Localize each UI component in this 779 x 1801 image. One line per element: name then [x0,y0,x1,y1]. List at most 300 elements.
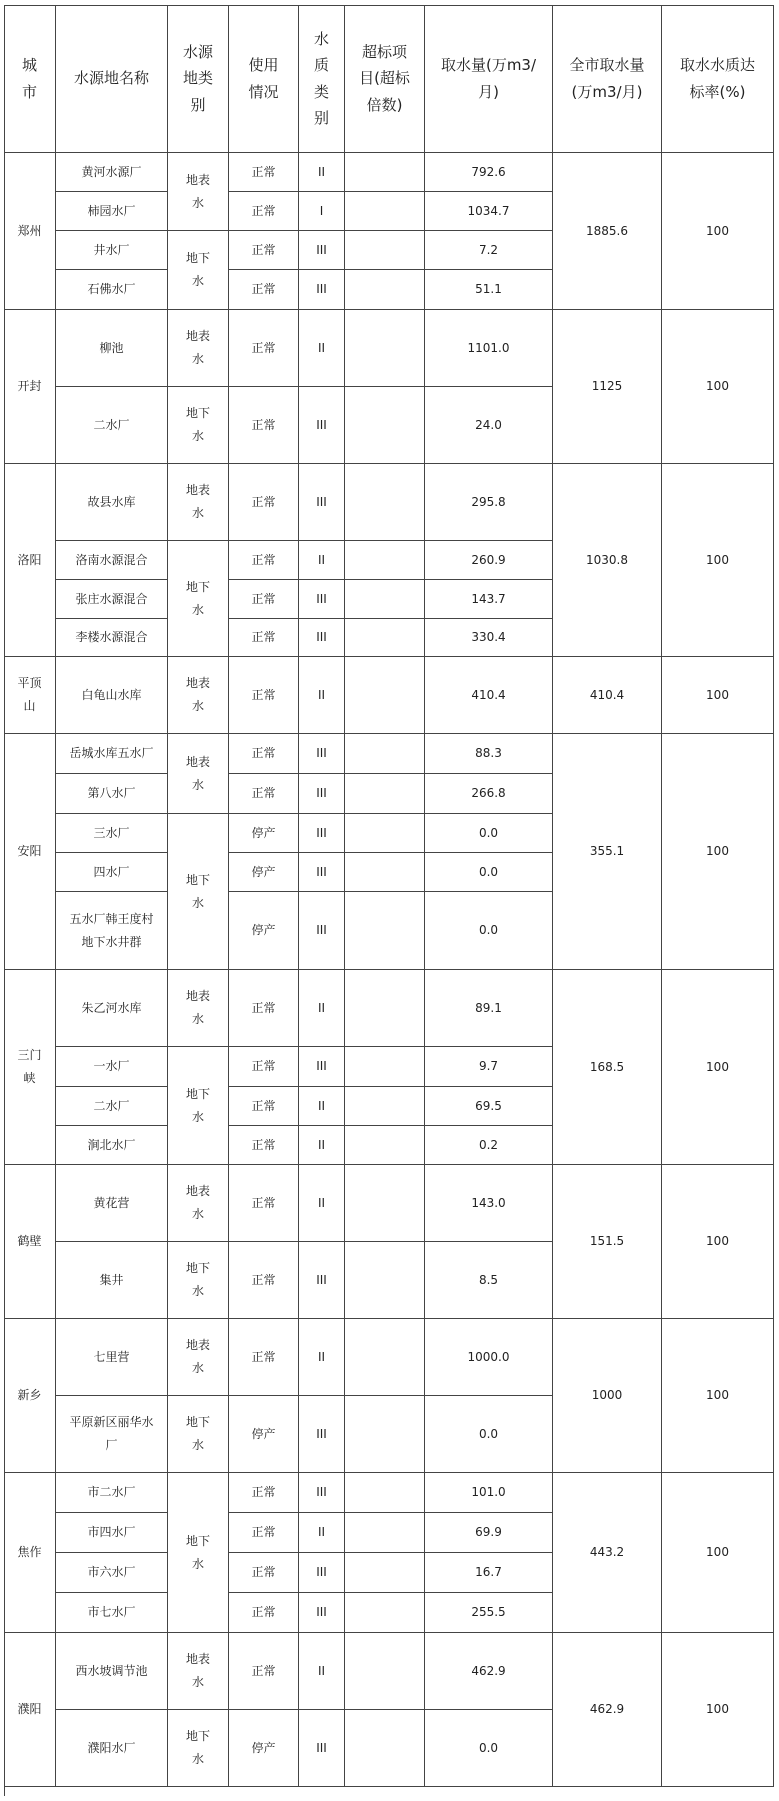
source-name-text: 朱乙河水库 [81,1000,142,1015]
water-quality-class-text: III [316,1740,327,1755]
exceed-items [345,1242,425,1319]
water-quality-class-text: III [316,825,327,840]
water-quality-class-text: III [316,630,327,645]
source-name-text: 平原新区丽华水 厂 [69,1415,154,1452]
usage-status-text: 正常 [251,1098,276,1113]
exceed-items [345,1087,425,1126]
intake-volume-text: 143.7 [471,591,506,606]
usage-status [229,734,299,774]
usage-status [229,1087,299,1126]
intake-volume [425,1553,553,1593]
intake-volume [425,541,553,580]
water-quality-class [299,1710,345,1787]
intake-volume-text: 330.4 [471,630,506,645]
source-name [56,1553,168,1593]
compliance-rate [662,464,774,657]
intake-volume [425,619,553,657]
water-quality-class-text: III [316,1059,327,1074]
usage-status-text: 正常 [251,687,276,702]
source-type-text: 地下 水 [185,579,210,617]
usage-status [229,774,299,814]
exceed-items [345,814,425,853]
water-quality-class [299,464,345,541]
city-name-text: 郑州 [17,223,42,238]
source-type [168,970,229,1047]
usage-status [229,541,299,580]
water-quality-class [299,853,345,892]
usage-status-text: 正常 [251,282,276,297]
exceed-items [345,774,425,814]
exceed-items [345,1319,425,1396]
source-name [56,192,168,231]
source-type [168,1165,229,1242]
water-quality-class-text: II [317,1098,326,1113]
intake-volume-text: 51.1 [475,282,502,297]
city-total-intake [553,970,662,1165]
intake-volume-text: 24.0 [475,417,502,432]
intake-volume-text: 0.0 [478,825,499,840]
usage-status-text: 正常 [251,1349,276,1364]
water-quality-class [299,192,345,231]
source-name [56,1165,168,1242]
city-name [4,464,56,657]
source-name-text: 七里营 [93,1349,130,1364]
usage-status-text: 正常 [251,786,276,801]
compliance-rate [662,734,774,970]
usage-status-text: 正常 [251,1525,276,1540]
city-total-intake [553,464,662,657]
exceed-items [345,464,425,541]
water-quality-class-text: III [316,282,327,297]
usage-status [229,853,299,892]
source-name [56,853,168,892]
intake-volume-text: 143.0 [471,1195,506,1210]
header-intake [425,5,553,153]
usage-status-text: 停产 [251,825,276,840]
header-type-text: 水源 地类 别 [182,43,213,114]
compliance-rate-text: 100 [706,1059,729,1074]
usage-status-text: 停产 [251,923,276,938]
intake-volume-text: 0.2 [478,1137,499,1152]
usage-status [229,1553,299,1593]
intake-volume [425,580,553,619]
source-name-text: 三水厂 [93,825,130,840]
city-name [4,1165,56,1319]
source-name-text: 五水厂韩王度村 地下水井群 [69,911,154,949]
usage-status-text: 正常 [251,340,276,355]
exceed-items [345,1126,425,1165]
water-quality-class-text: II [317,1663,326,1678]
usage-status [229,1633,299,1710]
water-quality-class-text: III [316,494,327,509]
compliance-rate-text: 100 [706,1234,729,1249]
city-name [4,153,56,310]
city-total-intake-text: 1030.8 [586,552,628,567]
compliance-rate [662,153,774,310]
source-name [56,1473,168,1513]
city-name [4,1633,56,1787]
city-name-text: 安阳 [17,844,42,859]
city-total-intake [553,153,662,310]
source-name-text: 西水坡调节池 [75,1663,148,1678]
source-type-text: 地下 水 [185,1415,210,1452]
water-quality-class [299,1553,345,1593]
city-total-intake-text: 443.2 [589,1545,625,1560]
water-quality-class [299,580,345,619]
water-quality-class-text: III [316,923,327,938]
intake-volume [425,1319,553,1396]
intake-volume-text: 88.3 [475,746,502,761]
water-quality-class [299,1633,345,1710]
source-name [56,892,168,970]
source-type-text: 地下 水 [185,406,210,443]
source-name-text: 黄花营 [93,1195,130,1210]
intake-volume [425,1047,553,1087]
water-quality-class [299,1087,345,1126]
usage-status-text: 正常 [251,1272,276,1287]
source-name-text: 一水厂 [93,1059,130,1074]
usage-status [229,1710,299,1787]
intake-volume [425,1165,553,1242]
usage-status [229,1319,299,1396]
source-name-text: 故县水库 [87,494,136,509]
intake-volume-text: 0.0 [478,864,499,879]
city-total-intake-text: 1125 [591,379,623,394]
source-name [56,1126,168,1165]
source-name-text: 黄河水源厂 [81,164,142,179]
source-name [56,1087,168,1126]
source-type-text: 地表 水 [185,329,210,366]
water-quality-class [299,619,345,657]
source-name-text: 柿园水厂 [87,203,136,218]
intake-volume [425,1633,553,1710]
header-total [553,5,662,153]
compliance-rate [662,1319,774,1473]
compliance-rate-text: 100 [706,379,729,394]
header-usage-text: 使用 情况 [248,56,279,101]
exceed-items [345,1513,425,1553]
source-type [168,231,229,310]
usage-status-text: 正常 [251,164,276,179]
intake-volume-text: 16.7 [475,1565,502,1580]
usage-status-text: 正常 [251,746,276,761]
source-type [168,1319,229,1396]
usage-status-text: 停产 [251,1426,276,1441]
source-name [56,1242,168,1319]
source-type-text: 地表 水 [185,1338,210,1375]
usage-status-text: 正常 [251,1195,276,1210]
exceed-items [345,970,425,1047]
source-name [56,310,168,387]
compliance-rate [662,1165,774,1319]
exceed-items [345,387,425,464]
source-name-text: 市二水厂 [87,1485,136,1500]
usage-status [229,580,299,619]
source-type-text: 地表 水 [185,172,210,210]
source-name-text: 李楼水源混合 [75,630,148,645]
water-quality-class-text: II [317,1137,326,1152]
source-name [56,541,168,580]
source-name-text: 市四水厂 [87,1525,136,1540]
source-type-text: 地表 水 [185,754,210,792]
exceed-items [345,1710,425,1787]
intake-volume-text: 9.7 [478,1059,499,1074]
intake-volume [425,270,553,310]
usage-status-text: 停产 [251,864,276,879]
source-name [56,1633,168,1710]
intake-volume [425,814,553,853]
water-quality-class [299,1242,345,1319]
compliance-rate-text: 100 [706,223,729,238]
water-quality-class [299,231,345,270]
header-intake-text: 取水量(万m3/ 月) [440,56,537,101]
intake-volume [425,464,553,541]
water-quality-class-text: III [316,1485,327,1500]
source-type-text: 地表 水 [185,483,210,520]
compliance-rate-text: 100 [706,1388,729,1403]
source-type [168,464,229,541]
usage-status [229,1126,299,1165]
source-name [56,1593,168,1633]
intake-volume [425,1710,553,1787]
source-type [168,1047,229,1165]
source-type-text: 地下 水 [185,872,210,910]
usage-status [229,892,299,970]
header-exceed-text: 超标项 目(超标 倍数) [359,43,410,114]
city-name [4,657,56,734]
water-quality-class [299,1319,345,1396]
water-quality-class [299,734,345,774]
compliance-rate-text: 100 [706,1545,729,1560]
city-name-text: 新乡 [17,1388,42,1403]
source-type-text: 地表 水 [185,676,210,713]
source-type-text: 地下 水 [185,251,210,288]
water-quality-class [299,387,345,464]
compliance-rate-text: 100 [706,844,729,859]
source-name [56,774,168,814]
usage-status [229,1513,299,1553]
source-name [56,153,168,192]
water-quality-class [299,1513,345,1553]
water-quality-class [299,1126,345,1165]
intake-volume-text: 0.0 [478,1426,499,1441]
intake-volume-text: 1034.7 [467,203,510,218]
intake-volume [425,192,553,231]
intake-volume-text: 410.4 [471,687,506,702]
source-type [168,657,229,734]
city-name-text: 焦作 [17,1545,42,1560]
header-rate [662,5,774,153]
source-name [56,1513,168,1553]
usage-status [229,464,299,541]
source-name [56,1710,168,1787]
exceed-items [345,619,425,657]
usage-status [229,970,299,1047]
water-quality-class [299,1047,345,1087]
compliance-rate [662,1473,774,1633]
usage-status [229,310,299,387]
city-total-intake [553,1165,662,1319]
usage-status-text: 正常 [251,1605,276,1620]
intake-volume [425,153,553,192]
city-total-intake-text: 168.5 [589,1059,625,1074]
source-type [168,1710,229,1787]
source-type [168,310,229,387]
usage-status [229,1242,299,1319]
exceed-items [345,153,425,192]
exceed-items [345,1593,425,1633]
usage-status-text: 正常 [251,1059,276,1074]
water-quality-class-text: III [316,417,327,432]
usage-status [229,192,299,231]
city-total-intake-text: 1000 [591,1388,623,1403]
exceed-items [345,892,425,970]
usage-status-text: 正常 [251,552,276,567]
header-quality [299,5,345,153]
intake-volume [425,1513,553,1553]
water-quality-class [299,310,345,387]
source-name-text: 二水厂 [93,417,130,432]
source-name-text: 井水厂 [93,242,130,257]
source-name [56,270,168,310]
water-quality-class-text: III [316,746,327,761]
usage-status [229,153,299,192]
source-name [56,970,168,1047]
city-name [4,970,56,1165]
source-name [56,619,168,657]
water-quality-class [299,270,345,310]
usage-status-text: 停产 [251,1740,276,1755]
source-name-text: 市六水厂 [87,1565,136,1580]
intake-volume [425,387,553,464]
compliance-rate [662,310,774,464]
water-quality-class [299,153,345,192]
city-total-intake-text: 151.5 [589,1234,625,1249]
city-name-text: 洛阳 [17,552,42,567]
usage-status [229,814,299,853]
intake-volume [425,774,553,814]
exceed-items [345,734,425,774]
usage-status-text: 正常 [251,1663,276,1678]
usage-status [229,1165,299,1242]
source-name-text: 洛南水源混合 [75,552,148,567]
usage-status-text: 正常 [251,630,276,645]
source-name-text: 四水厂 [93,864,130,879]
city-name-text: 濮阳 [17,1702,42,1717]
compliance-rate [662,1633,774,1787]
intake-volume-text: 0.0 [478,923,499,938]
intake-volume [425,1087,553,1126]
source-name-text: 石佛水厂 [87,282,136,297]
source-type [168,734,229,814]
exceed-items [345,310,425,387]
source-type-text: 地表 水 [185,1652,210,1689]
intake-volume-text: 295.8 [471,494,506,509]
water-quality-class-text: II [317,687,326,702]
source-type [168,814,229,970]
compliance-rate-text: 100 [706,687,729,702]
source-name-text: 岳城水库五水厂 [69,746,154,761]
water-quality-class-text: I [319,203,324,218]
intake-volume-text: 7.2 [478,242,499,257]
water-quality-class [299,774,345,814]
usage-status [229,1047,299,1087]
usage-status-text: 正常 [251,1137,276,1152]
water-quality-class [299,541,345,580]
exceed-items [345,1473,425,1513]
water-quality-class [299,1165,345,1242]
header-city-text: 城 市 [21,56,37,101]
exceed-items [345,1396,425,1473]
source-type [168,541,229,657]
source-type [168,1242,229,1319]
city-total-intake [553,1319,662,1473]
header-name-text: 水源地名称 [73,69,149,88]
source-name-text: 第八水厂 [87,786,136,801]
source-type-text: 地下 水 [185,1261,210,1298]
water-quality-class [299,892,345,970]
usage-status-text: 正常 [251,591,276,606]
usage-status [229,619,299,657]
intake-volume [425,1242,553,1319]
source-name [56,231,168,270]
water-quality-class-text: III [316,1565,327,1580]
intake-volume-text: 69.9 [475,1525,502,1540]
source-name-text: 市七水厂 [87,1605,136,1620]
usage-status-text: 正常 [251,1485,276,1500]
intake-volume [425,1396,553,1473]
intake-volume-text: 101.0 [471,1485,506,1500]
header-name [56,5,168,153]
usage-status [229,657,299,734]
water-quality-class-text: II [317,164,326,179]
source-type-text: 地表 水 [185,1184,210,1221]
source-name-text: 二水厂 [93,1098,130,1113]
usage-status [229,1473,299,1513]
city-total-intake [553,1473,662,1633]
source-name [56,387,168,464]
header-rate-text: 取水水质达 标率(%) [679,56,755,101]
city-total-intake-text: 355.1 [589,844,625,859]
source-name [56,734,168,774]
city-name [4,1319,56,1473]
city-name [4,734,56,970]
intake-volume-text: 1000.0 [467,1349,510,1364]
usage-status [229,387,299,464]
city-total-intake [553,734,662,970]
water-quality-class [299,1473,345,1513]
city-name-text: 平顶 山 [17,676,42,713]
intake-volume-text: 462.9 [471,1663,506,1678]
city-total-intake [553,310,662,464]
header-city [4,5,56,153]
header-type [168,5,229,153]
city-total-intake [553,1633,662,1787]
water-quality-class [299,657,345,734]
source-type-text: 地下 水 [185,1086,210,1124]
exceed-items [345,270,425,310]
source-name [56,580,168,619]
water-quality-class-text: III [316,786,327,801]
water-quality-class [299,814,345,853]
header-usage [229,5,299,153]
intake-volume [425,734,553,774]
usage-status-text: 正常 [251,203,276,218]
intake-volume-text: 792.6 [471,164,506,179]
source-name-text: 涧北水厂 [87,1137,136,1152]
intake-volume [425,853,553,892]
usage-status-text: 正常 [251,1000,276,1015]
